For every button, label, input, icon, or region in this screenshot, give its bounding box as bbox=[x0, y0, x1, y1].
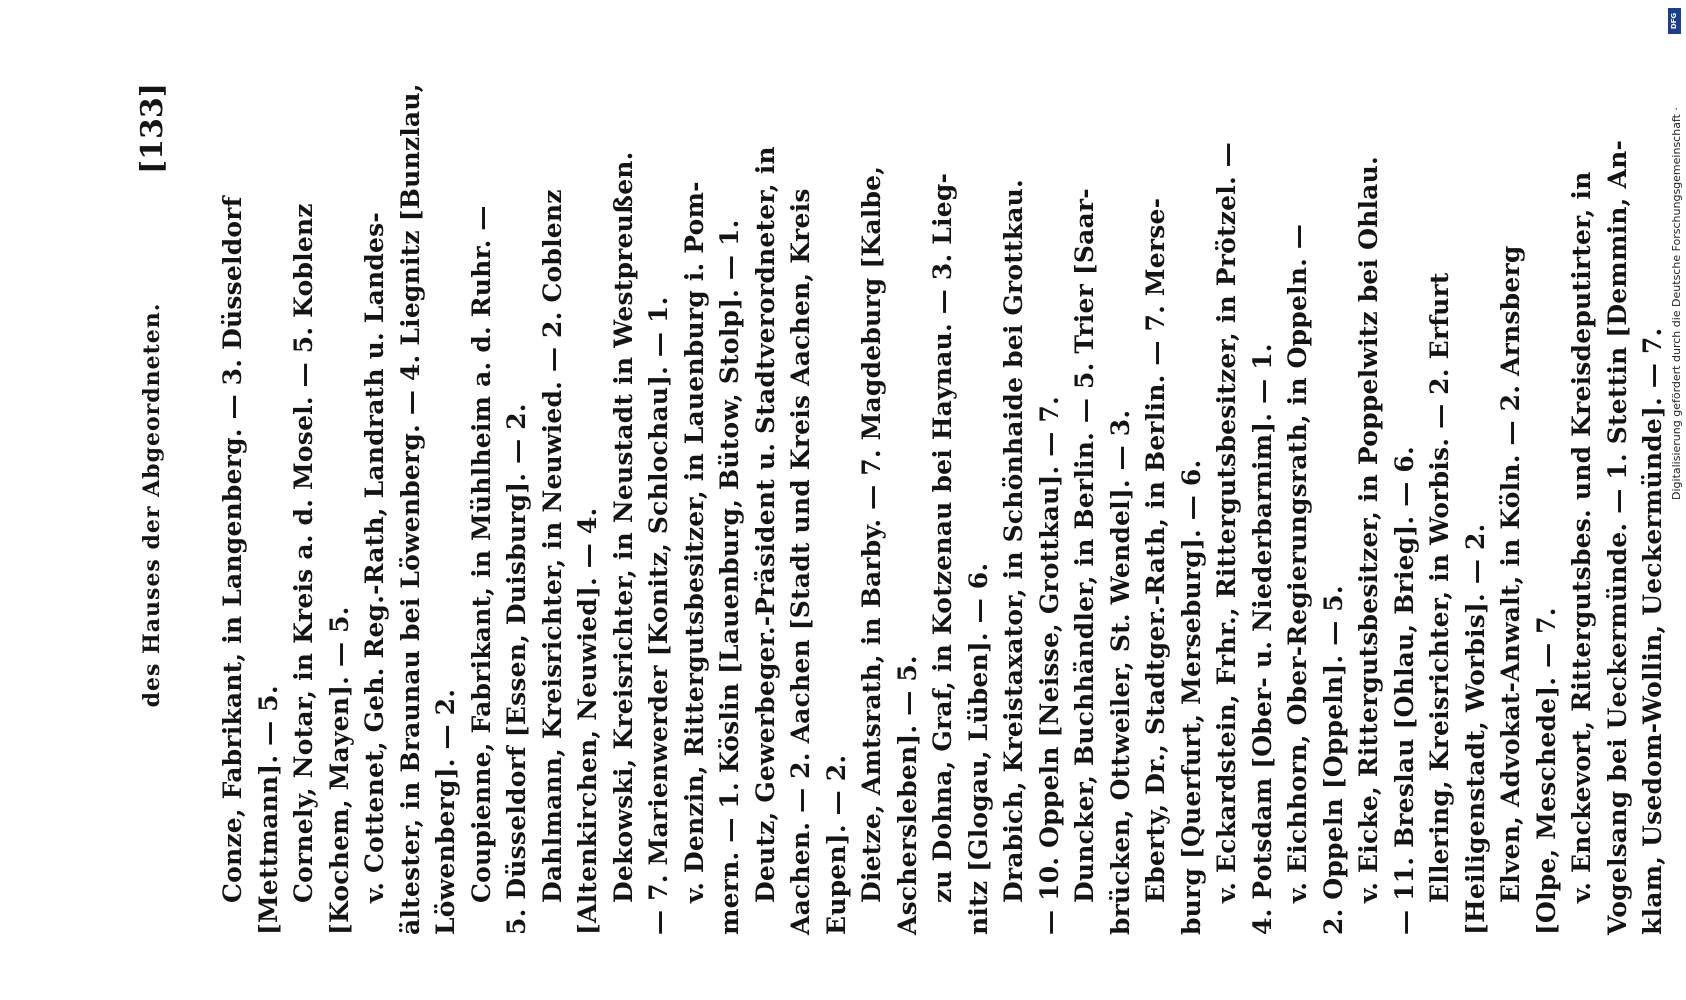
text-line: brücken, Ottweiler, St. Wendel]. — 3. bbox=[1105, 409, 1135, 935]
text-line: v. Enckevort, Rittergutsbes. und Kreisdeputirter, in bbox=[1567, 171, 1596, 903]
text-line: Aschersleben]. — 5. bbox=[892, 655, 922, 935]
text-line: Eupen]. — 2. bbox=[821, 754, 851, 935]
text-line: [Mettmann]. — 5. bbox=[253, 685, 283, 935]
text-line: Drabich, Kreistaxator, in Schönhaide bei Grottkau. bbox=[999, 179, 1028, 903]
text-line: Elven, Advokat-Anwalt, in Köln. — 2. Arnsberg bbox=[1496, 245, 1525, 903]
text-line: [Altenkirchen, Neuwied]. — 4. bbox=[573, 507, 602, 935]
text-line: ältester, in Braunau bei Löwenberg. — 4. Liegnitz [Bunzlau, bbox=[395, 83, 425, 935]
text-line: Conze, Fabrikant, in Langenberg. — 3. Düsseldorf bbox=[218, 196, 247, 903]
dfg-logo-text: DFG bbox=[1670, 12, 1679, 30]
text-line: — 10. Oppeln [Neisse, Grottkau]. — 7. bbox=[1034, 396, 1064, 935]
rotated-page bbox=[135, 75, 1667, 935]
page-number: [133] bbox=[135, 83, 170, 175]
text-line: [Kochem, Mayen]. — 5. bbox=[324, 606, 354, 935]
text-line: v. Denzin, Rittergutsbesitzer, in Lauenburg i. Pom- bbox=[679, 181, 709, 903]
text-line: Coupienne, Fabrikant, in Mühlheim a. d. Ruhr. — bbox=[466, 205, 496, 903]
text-line: v. Eckardstein, Frhr., Rittergutsbesitzer, in Prötzel. — bbox=[1212, 142, 1241, 903]
text-line: nitz [Glogau, Lüben]. — 6. bbox=[963, 562, 993, 935]
running-title: des Hauses der Abgeordneten. bbox=[139, 302, 165, 708]
text-line: zu Dohna, Graf, in Kotzenau bei Haynau. — 3. Lieg- bbox=[928, 172, 957, 903]
text-line: Aachen. — 2. Aachen [Stadt und Kreis Aachen, Kreis bbox=[786, 188, 815, 935]
text-line: Duncker, Buchhändler, in Berlin. — 5. Trier [Saar- bbox=[1070, 188, 1099, 903]
text-line: Cornely, Notar, in Kreis a. d. Mosel. — 5. Koblenz bbox=[289, 203, 318, 903]
text-line: Dietze, Amtsrath, in Barby. — 7. Magdeburg [Kalbe, bbox=[857, 165, 886, 903]
text-line: mern. — 1. Köslin [Lauenburg, Bütow, Stolp]. — 1. bbox=[715, 219, 744, 935]
text-line: [Heiligenstadt, Worbis]. — 2. bbox=[1460, 523, 1490, 935]
text-line: Ellering, Kreisrichter, in Worbis. — 2. Erfurt bbox=[1425, 272, 1454, 903]
text-line: Vogelsang bei Ueckermünde. — 1. Stettin [Demmin, An- bbox=[1602, 139, 1632, 935]
digitization-note: Digitalisierung gefördert durch die Deutsche Forschungsgemeinschaft · bbox=[1670, 107, 1683, 500]
text-line: Deutz, Gewerbeger.-Präsident u. Stadtverordneter, in bbox=[750, 146, 780, 903]
text-line: Dahlmann, Kreisrichter, in Neuwied. — 2. Coblenz bbox=[537, 189, 567, 903]
text-line: Dekowski, Kreisrichter, in Neustadt in Westpreußen. bbox=[608, 151, 638, 903]
text-body bbox=[215, 75, 1671, 935]
text-line: 2. Oppeln [Oppeln]. — 5. bbox=[1318, 585, 1348, 935]
text-line: [Olpe, Meschede]. — 7. bbox=[1531, 607, 1561, 935]
text-line: v. Eicke, Rittergutsbesitzer, in Poppelwitz bei Ohlau. bbox=[1354, 156, 1383, 903]
text-line: — 7. Marienwerder [Konitz, Schlochau]. — 1. bbox=[644, 296, 673, 935]
text-line: burg [Querfurt, Merseburg]. — 6. bbox=[1176, 459, 1206, 935]
text-line: 4. Potsdam [Ober- u. Niederbarnim]. — 1. bbox=[1247, 343, 1277, 935]
dfg-logo bbox=[1668, 8, 1681, 34]
text-line: 5. Düsseldorf [Essen, Duisburg]. — 2. bbox=[502, 403, 531, 935]
text-line: klam, Usedom-Wollin, Ueckermünde]. — 7. bbox=[1638, 327, 1667, 935]
page-header bbox=[135, 75, 197, 935]
text-line: v. Eichhorn, Ober-Regierungsrath, in Oppeln. — bbox=[1283, 223, 1312, 903]
text-line: Eberty, Dr., Stadtger.-Rath, in Berlin. — 7. Merse- bbox=[1141, 197, 1170, 903]
text-line: Löwenberg]. — 2. bbox=[431, 688, 460, 935]
text-line: v. Cottenet, Geh. Reg.-Rath, Landrath u. Landes- bbox=[360, 212, 389, 903]
text-line: — 11. Breslau [Ohlau, Brieg]. — 6. bbox=[1389, 446, 1419, 935]
